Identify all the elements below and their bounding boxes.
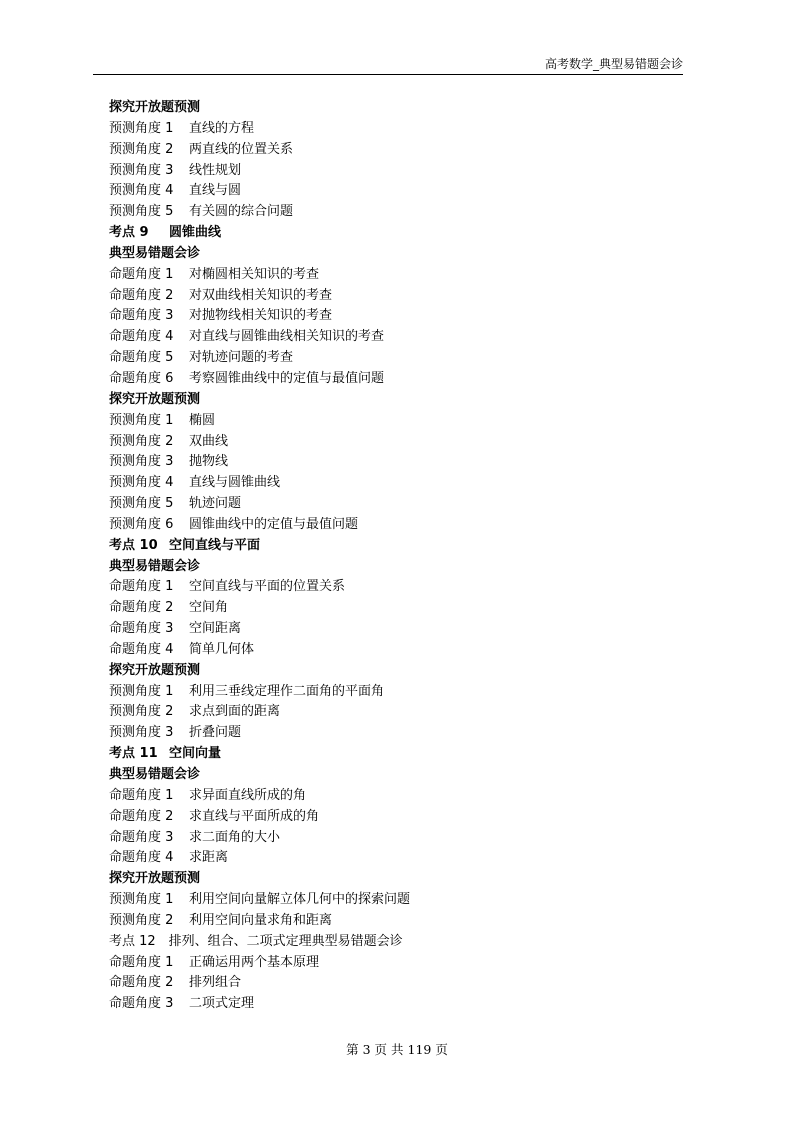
section-heading bbox=[109, 765, 669, 786]
item-label: 预测角度 5 bbox=[109, 496, 174, 512]
outline-item bbox=[109, 265, 669, 286]
outline-item bbox=[109, 973, 669, 994]
plain-text: 考点 12 排列、组合、二项式定理典型易错题会诊 bbox=[109, 933, 403, 949]
outline-item bbox=[109, 473, 669, 494]
outline-item bbox=[109, 181, 669, 202]
item-text: 利用空间向量求角和距离 bbox=[189, 912, 333, 928]
outline-item bbox=[109, 848, 669, 869]
item-text: 对抛物线相关知识的考查 bbox=[189, 308, 333, 324]
outline-item bbox=[109, 348, 669, 369]
kaodian-heading bbox=[109, 536, 669, 557]
item-label: 预测角度 6 bbox=[109, 516, 174, 532]
item-label: 命题角度 3 bbox=[109, 996, 174, 1012]
item-label: 命题角度 2 bbox=[109, 287, 174, 303]
item-text: 双曲线 bbox=[189, 433, 229, 449]
outline-item bbox=[109, 202, 669, 223]
item-label: 命题角度 3 bbox=[109, 621, 174, 637]
kaodian-heading bbox=[109, 744, 669, 765]
item-text: 利用三垂线定理作二面角的平面角 bbox=[189, 683, 385, 699]
kaodian-title: 空间向量 bbox=[169, 746, 222, 762]
item-text: 直线与圆锥曲线 bbox=[189, 475, 281, 491]
item-label: 命题角度 3 bbox=[109, 308, 174, 324]
item-label: 预测角度 2 bbox=[109, 433, 174, 449]
item-label: 命题角度 4 bbox=[109, 850, 174, 866]
outline-item bbox=[109, 682, 669, 703]
item-text: 有关圆的综合问题 bbox=[189, 204, 294, 220]
item-label: 命题角度 1 bbox=[109, 954, 174, 970]
item-text: 圆锥曲线中的定值与最值问题 bbox=[189, 516, 359, 532]
item-label: 命题角度 1 bbox=[109, 266, 174, 282]
item-label: 预测角度 4 bbox=[109, 475, 174, 491]
section-heading bbox=[109, 869, 669, 890]
outline-item bbox=[109, 702, 669, 723]
kaodian-label: 考点 9 bbox=[109, 225, 149, 241]
item-label: 预测角度 5 bbox=[109, 204, 174, 220]
item-text: 空间距离 bbox=[189, 621, 242, 637]
item-text: 直线的方程 bbox=[189, 120, 255, 136]
outline-item bbox=[109, 286, 669, 307]
outline-item bbox=[109, 619, 669, 640]
outline-item bbox=[109, 890, 669, 911]
kaodian-label: 考点 11 bbox=[109, 746, 158, 762]
outline-item bbox=[109, 411, 669, 432]
item-text: 求距离 bbox=[189, 850, 229, 866]
kaodian-title: 空间直线与平面 bbox=[169, 537, 261, 553]
outline-item bbox=[109, 807, 669, 828]
item-text: 直线与圆 bbox=[189, 183, 242, 199]
item-text: 求直线与平面所成的角 bbox=[189, 808, 320, 824]
item-label: 命题角度 6 bbox=[109, 370, 174, 386]
item-label: 预测角度 1 bbox=[109, 120, 174, 136]
item-label: 预测角度 4 bbox=[109, 183, 174, 199]
heading-text: 探究开放题预测 bbox=[109, 871, 201, 887]
outline-item bbox=[109, 911, 669, 932]
page-footer bbox=[0, 1043, 794, 1057]
heading-text: 探究开放题预测 bbox=[109, 662, 201, 678]
item-text: 求二面角的大小 bbox=[189, 829, 281, 845]
section-heading bbox=[109, 98, 669, 119]
heading-text: 探究开放题预测 bbox=[109, 100, 201, 115]
page-number: 第 3 页 共 119 页 bbox=[346, 1042, 448, 1057]
outline-item bbox=[109, 161, 669, 182]
item-text: 利用空间向量解立体几何中的探索问题 bbox=[189, 892, 411, 908]
item-text: 求异面直线所成的角 bbox=[189, 787, 307, 803]
item-label: 预测角度 3 bbox=[109, 725, 174, 741]
item-text: 折叠问题 bbox=[189, 725, 242, 741]
item-label: 命题角度 4 bbox=[109, 641, 174, 657]
item-label: 命题角度 2 bbox=[109, 808, 174, 824]
section-heading bbox=[109, 244, 669, 265]
item-label: 命题角度 2 bbox=[109, 600, 174, 616]
outline-item bbox=[109, 994, 669, 1015]
item-text: 考察圆锥曲线中的定值与最值问题 bbox=[189, 370, 385, 386]
page-header bbox=[93, 56, 683, 75]
item-label: 预测角度 2 bbox=[109, 141, 174, 157]
kaodian-heading bbox=[109, 223, 669, 244]
item-text: 求点到面的距离 bbox=[189, 704, 281, 720]
outline-item bbox=[109, 327, 669, 348]
section-heading bbox=[109, 390, 669, 411]
outline-item bbox=[109, 432, 669, 453]
item-text: 两直线的位置关系 bbox=[189, 141, 294, 157]
section-heading bbox=[109, 557, 669, 578]
item-label: 预测角度 2 bbox=[109, 912, 174, 928]
item-label: 命题角度 4 bbox=[109, 329, 174, 345]
item-text: 对直线与圆锥曲线相关知识的考查 bbox=[189, 329, 385, 345]
item-text: 二项式定理 bbox=[189, 996, 255, 1012]
item-text: 排列组合 bbox=[189, 975, 242, 991]
item-label: 预测角度 2 bbox=[109, 704, 174, 720]
item-label: 命题角度 1 bbox=[109, 787, 174, 803]
kaodian-label: 考点 10 bbox=[109, 537, 158, 553]
item-text: 空间角 bbox=[189, 600, 229, 616]
outline-item bbox=[109, 306, 669, 327]
item-text: 对椭圆相关知识的考查 bbox=[189, 266, 320, 282]
item-text: 对轨迹问题的考查 bbox=[189, 350, 294, 366]
header-title: 高考数学_典型易错题会诊 bbox=[544, 57, 683, 71]
outline-item bbox=[109, 119, 669, 140]
item-text: 对双曲线相关知识的考查 bbox=[189, 287, 333, 303]
heading-text: 典型易错题会诊 bbox=[109, 558, 201, 574]
outline-item bbox=[109, 786, 669, 807]
heading-text: 典型易错题会诊 bbox=[109, 767, 201, 782]
heading-text: 探究开放题预测 bbox=[109, 391, 201, 407]
item-text: 轨迹问题 bbox=[189, 496, 242, 512]
outline-item bbox=[109, 953, 669, 974]
item-text: 抛物线 bbox=[189, 454, 229, 470]
kaodian-title: 圆锥曲线 bbox=[169, 225, 222, 241]
item-label: 命题角度 5 bbox=[109, 350, 174, 366]
item-label: 预测角度 1 bbox=[109, 892, 174, 908]
item-text: 空间直线与平面的位置关系 bbox=[189, 579, 346, 595]
item-text: 椭圆 bbox=[189, 412, 216, 428]
item-label: 预测角度 3 bbox=[109, 454, 174, 470]
outline-content bbox=[109, 98, 669, 1015]
outline-item bbox=[109, 452, 669, 473]
kaodian-plain-line bbox=[109, 932, 669, 953]
item-label: 命题角度 3 bbox=[109, 829, 174, 845]
heading-text: 典型易错题会诊 bbox=[109, 245, 201, 261]
item-text: 线性规划 bbox=[189, 162, 242, 178]
outline-item bbox=[109, 828, 669, 849]
outline-item bbox=[109, 369, 669, 390]
item-label: 预测角度 3 bbox=[109, 162, 174, 178]
outline-item bbox=[109, 723, 669, 744]
outline-item bbox=[109, 515, 669, 536]
outline-item bbox=[109, 140, 669, 161]
outline-item bbox=[109, 494, 669, 515]
outline-item bbox=[109, 598, 669, 619]
item-label: 命题角度 2 bbox=[109, 975, 174, 991]
outline-item bbox=[109, 640, 669, 661]
item-label: 命题角度 1 bbox=[109, 579, 174, 595]
item-label: 预测角度 1 bbox=[109, 683, 174, 699]
item-text: 简单几何体 bbox=[189, 641, 255, 657]
item-label: 预测角度 1 bbox=[109, 412, 174, 428]
item-text: 正确运用两个基本原理 bbox=[189, 954, 320, 970]
section-heading bbox=[109, 661, 669, 682]
outline-item bbox=[109, 577, 669, 598]
